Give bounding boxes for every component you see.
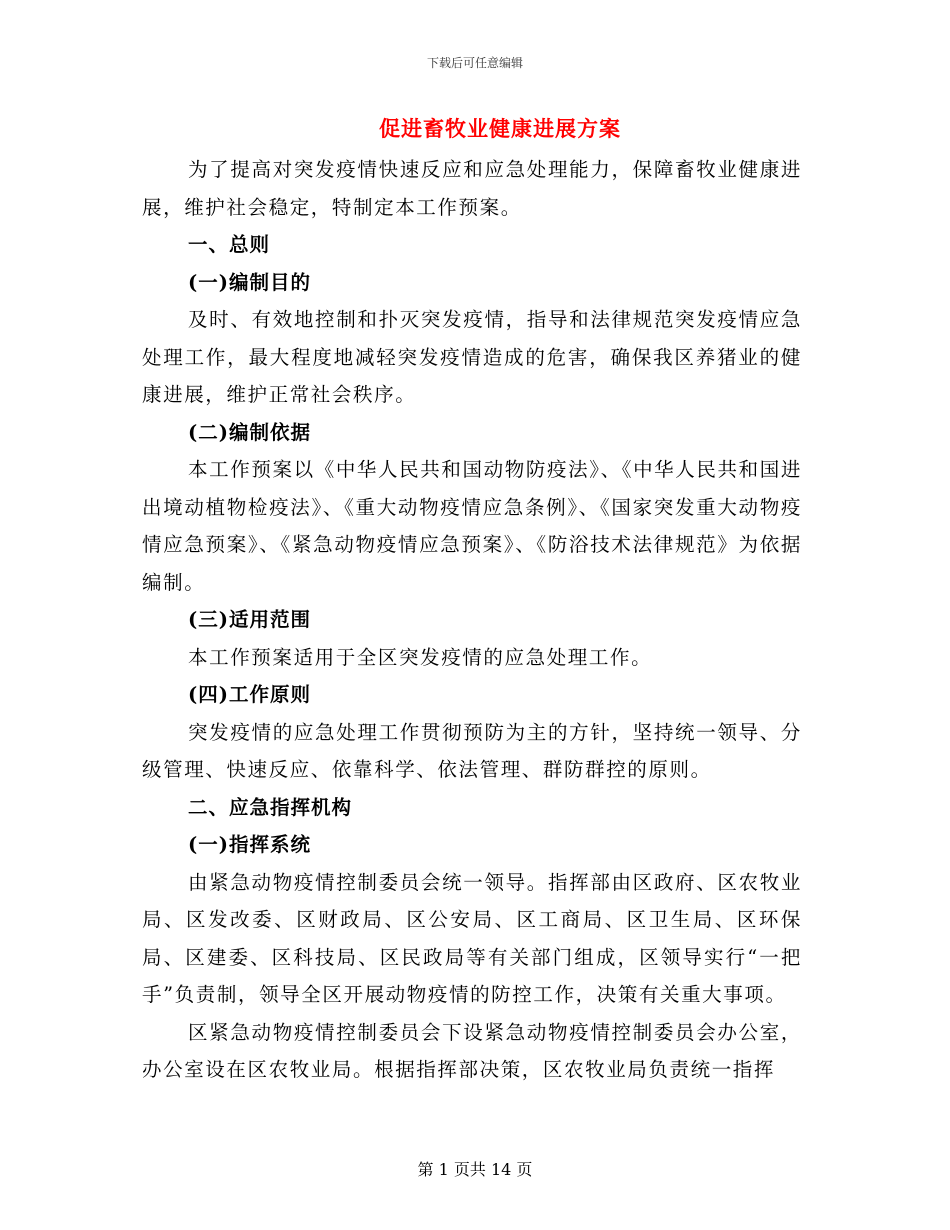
subsection-heading-principles: (四)工作原则 <box>188 683 311 706</box>
document-title: 促进畜牧业健康进展方案 <box>379 116 621 141</box>
command-system-paragraph: 由紧急动物疫情控制委员会统一领导。指挥部由区政府、区农牧业局、区发改委、区财政局、区公安局、区工商局、区卫生局、区环保局、区建委、区科技局、区民政局等有关部门组成，区领导实行“一把手”负责制，领导全区开展动物疫情的防控工作，决策有关重大事项。 <box>142 870 802 1006</box>
principles-paragraph: 突发疫情的应急处理工作贯彻预防为主的方针，坚持统一领导、分级管理、快速反应、依靠科学、依法管理、群防群控的原则。 <box>142 720 802 781</box>
basis-paragraph: 本工作预案以《中华人民共和国动物防疫法》、《中华人民共和国进出境动植物检疫法》、《重大动物疫情应急条例》、《国家突发重大动物疫情应急预案》、《紧急动物疫情应急预案》、《防浴技术法律规范》为依据编制。 <box>142 458 802 594</box>
document-body <box>142 151 802 1089</box>
scope-paragraph: 本工作预案适用于全区突发疫情的应急处理工作。 <box>188 645 653 669</box>
intro-paragraph: 为了提高对突发疫情快速反应和应急处理能力，保障畜牧业健康进展，维护社会稳定，特制定本工作预案。 <box>142 158 802 219</box>
header-note: 下载后可任意编辑 <box>426 56 523 70</box>
command-office-paragraph: 区紧急动物疫情控制委员会下设紧急动物疫情控制委员会办公室，办公室设在区农牧业局。根据指挥部决策，区农牧业局负责统一指挥 <box>142 1020 802 1081</box>
section-heading-general: 一、总则 <box>188 233 271 256</box>
subsection-heading-basis: (二)编制依据 <box>188 420 311 444</box>
subsection-heading-command-system: (一)指挥系统 <box>188 833 311 856</box>
section-heading-command: 二、应急指挥机构 <box>188 795 353 819</box>
purpose-paragraph: 及时、有效地控制和扑灭突发疫情，指导和法律规范突发疫情应急处理工作，最大程度地减轻突发疫情造成的危害，确保我区养猪业的健康进展，维护正常社会秩序。 <box>142 308 802 406</box>
subsection-heading-purpose: (一)编制目的 <box>188 270 311 294</box>
subsection-heading-scope: (三)适用范围 <box>188 608 311 631</box>
page-footer: 第 1 页共 14 页 <box>417 1160 533 1179</box>
